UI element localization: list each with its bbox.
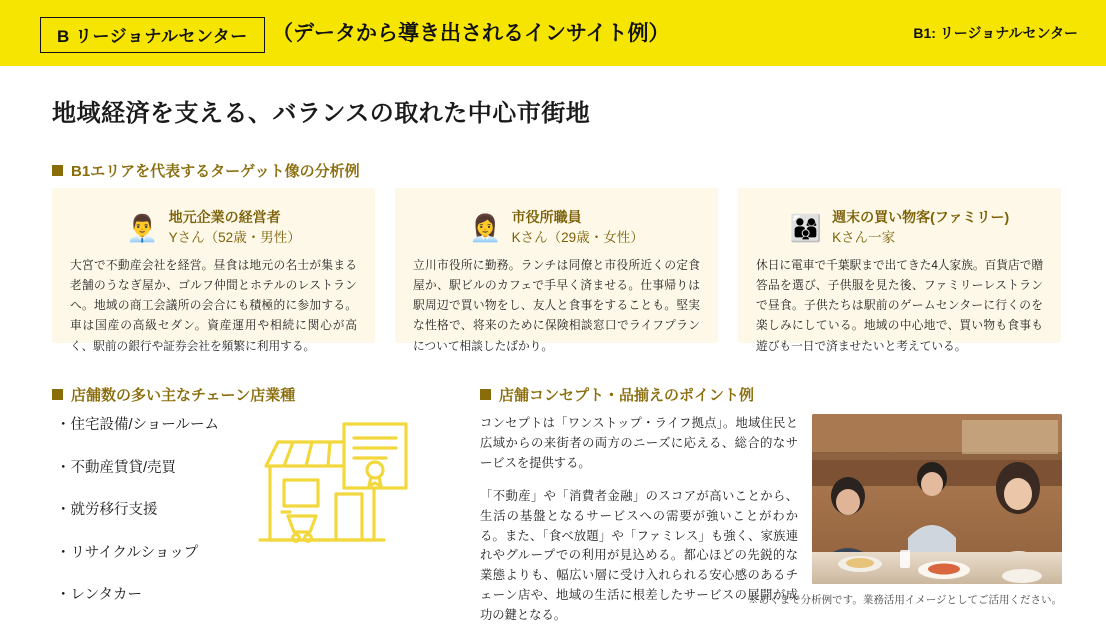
businesswoman-icon: 👩‍💼 <box>469 213 502 243</box>
header-badge: B リージョナルセンター <box>40 17 265 53</box>
family-icon: 👨‍👩‍👦 <box>789 213 823 243</box>
chain-type-list <box>56 418 219 624</box>
persona-card-header <box>70 200 357 254</box>
page-title: 地域経済を支える、バランスの取れた中心市街地 <box>52 100 591 127</box>
businessman-icon: 👨‍💼 <box>126 213 159 243</box>
header-title: （データから導き出されるインサイト例） <box>272 22 670 45</box>
list-item: ・リサイクルショップ <box>56 544 199 561</box>
list-item: ・就労移行支援 <box>56 502 158 518</box>
section-heading-concept-label: 店舗コンセプト・品揃えのポイント例 <box>499 387 755 404</box>
family-restaurant-photo <box>812 414 1062 584</box>
persona-role: 地元企業の経営者 <box>168 208 281 225</box>
section-heading-targets <box>52 160 360 181</box>
persona-role: 週末の買い物客(ファミリー) <box>832 208 1010 225</box>
square-bullet-icon <box>52 165 63 176</box>
persona-description: 休日に電車で千葉駅まで出てきた4人家族。百貨店で贈答品を選び、子供服を見た後、ファミリーレストランで昼食。子供たちは駅前のゲームセンターに行くのを楽しみにしている。地域の中心地で、買い物も食事も遊びも一日で済ませたいと考えている。 <box>756 259 1044 353</box>
section-heading-chains-label: 店舗数の多い主なチェーン店業種 <box>71 387 296 404</box>
persona-name: Kさん一家 <box>832 229 896 245</box>
persona-role: 市役所職員 <box>511 208 582 225</box>
section-heading-targets-label: B1エリアを代表するターゲット像の分析例 <box>71 163 360 180</box>
persona-card-header <box>413 200 700 254</box>
section-heading-concept <box>480 384 754 405</box>
square-bullet-icon <box>480 389 491 400</box>
persona-name: Kさん（29歳・女性） <box>511 229 644 245</box>
square-bullet-icon <box>52 389 63 400</box>
persona-card <box>738 188 1061 353</box>
persona-card <box>52 188 375 353</box>
persona-titles <box>169 206 301 248</box>
persona-card-header <box>756 200 1043 254</box>
list-item: ・不動産賃貸/売買 <box>56 459 177 476</box>
section-heading-chains <box>52 384 295 405</box>
persona-description: 大宮で不動産会社を経営。昼食は地元の名士が集まる老舗のうなぎ屋か、ゴルフ仲間とホテルのレストランへ。地域の商工会議所の会合にも積極的に参加する。車は国産の高級セダン。資産運用や相続に関心が高く、駅前の銀行や証券会社を頻繁に利用する。 <box>70 259 357 353</box>
header-right-label: B1: リージョナルセンター <box>913 25 1078 41</box>
persona-name: Yさん（52歳・男性） <box>168 229 301 245</box>
footnote: ※あくまで分析例です。業務活用イメージとしてご活用ください。 <box>748 594 1062 606</box>
persona-card <box>395 188 718 353</box>
list-item: ・住宅設備/ショールーム <box>56 417 219 433</box>
persona-card-list <box>52 188 1062 353</box>
persona-description: 立川市役所に勤務。ランチは同僚と市役所近くの定食屋か、駅ビルのカフェで手早く済ませる。仕事帰りは駅周辺で買い物をし、友人と食事をすることも。堅実な性格で、将来のために保険相談窓口でライフプランについて相談したばかり。 <box>413 259 700 353</box>
persona-titles <box>512 206 644 248</box>
slide-header <box>0 0 1106 66</box>
concept-paragraph: 「不動産」や「消費者金融」のスコアが高いことから、生活の基盤となるサービスへの需要が強いことがわかる。また、「食べ放題」や「ファミレス」も強く、家族連れやグループでの利用が見込める。都心ほどの先鋭的な業態よりも、幅広い層に受け入れられる安心感のあるチェーン店や、地域の生活に根差したサービスの展開が成功の鍵となる。 <box>480 488 798 623</box>
concept-paragraph: コンセプトは「ワンストップ・ライフ拠点」。地域住民と広域からの来街者の両方のニーズに応える、総合的なサービスを提供する。 <box>480 416 798 470</box>
list-item: ・レンタカー <box>56 587 143 603</box>
store-illustration-icon <box>248 408 418 573</box>
persona-titles <box>832 206 1009 248</box>
